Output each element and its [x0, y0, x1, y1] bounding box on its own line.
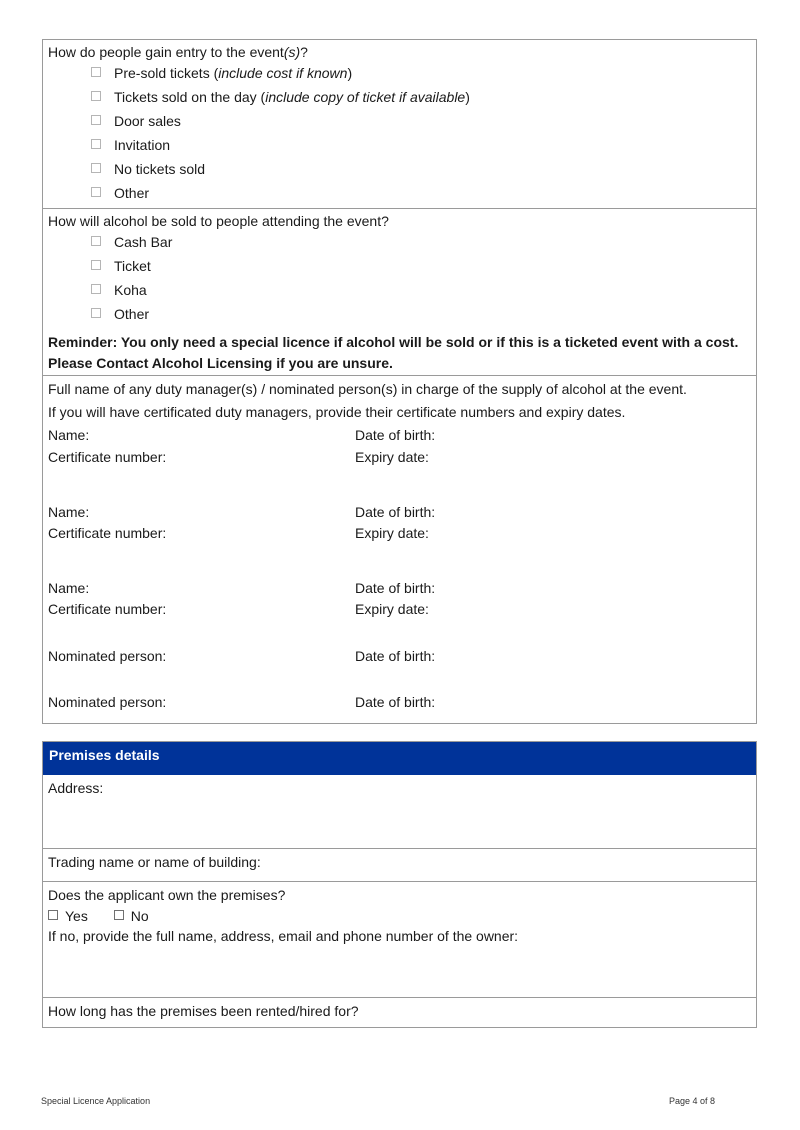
ownership-options	[48, 907, 149, 925]
manager-3-cert-label: Certificate number:	[48, 601, 167, 617]
footer-left: Special Licence Application	[41, 1096, 151, 1106]
checkbox-icon[interactable]	[91, 187, 101, 197]
checkbox-icon[interactable]	[91, 139, 101, 149]
checkbox-icon[interactable]	[91, 308, 101, 318]
manager-1-expiry-label: Expiry date:	[355, 449, 429, 465]
owner-details-prompt: If no, provide the full name, address, email and phone number of the owner:	[48, 928, 519, 944]
manager-2-name-label: Name:	[48, 504, 90, 520]
nominated-person-1-label: Nominated person:	[48, 648, 167, 664]
no-option[interactable]: No	[114, 908, 149, 924]
entry-section	[43, 40, 756, 208]
ownership-question: Does the applicant own the premises?	[48, 887, 286, 903]
alcohol-option-cash-bar[interactable]: Cash Bar	[91, 233, 172, 251]
rental-duration-section	[43, 997, 756, 1031]
checkbox-icon[interactable]	[114, 910, 124, 920]
checkbox-icon[interactable]	[91, 284, 101, 294]
alcohol-section	[43, 208, 756, 375]
managers-intro-1: Full name of any duty manager(s) / nominated person(s) in charge of the supply of alcohol at the event.	[48, 381, 687, 397]
event-details-box	[42, 39, 757, 724]
address-section	[43, 775, 756, 848]
nominated-person-2-label: Nominated person:	[48, 694, 167, 710]
trading-name-label: Trading name or name of building:	[48, 854, 261, 870]
reminder-line-2: Please Contact Alcohol Licensing if you are unsure.	[48, 355, 393, 371]
alcohol-option-koha[interactable]: Koha	[91, 281, 147, 299]
reminder-line-1: Reminder: You only need a special licence if alcohol will be sold or if this is a ticketed event with a cost.	[48, 334, 739, 350]
yes-option[interactable]: Yes	[48, 908, 88, 924]
manager-1-cert-label: Certificate number:	[48, 449, 167, 465]
alcohol-option-ticket[interactable]: Ticket	[91, 257, 151, 275]
trading-name-section	[43, 848, 756, 881]
alcohol-question: How will alcohol be sold to people attending the event?	[48, 213, 389, 229]
checkbox-icon[interactable]	[48, 910, 58, 920]
ownership-section	[43, 881, 756, 997]
rental-duration-question: How long has the premises been rented/hired for?	[48, 1003, 359, 1019]
manager-2-expiry-label: Expiry date:	[355, 525, 429, 541]
nominated-person-2-dob-label: Date of birth:	[355, 694, 436, 710]
manager-2-cert-label: Certificate number:	[48, 525, 167, 541]
checkbox-icon[interactable]	[91, 236, 101, 246]
footer-page-number: Page 4 of 8	[668, 1096, 715, 1106]
entry-question: How do people gain entry to the event(s)?	[48, 44, 308, 60]
entry-option-presold[interactable]: Pre-sold tickets (include cost if known)	[91, 64, 352, 82]
entry-option-door-sales[interactable]: Door sales	[91, 112, 181, 130]
manager-3-expiry-label: Expiry date:	[355, 601, 429, 617]
premises-header-title: Premises details	[49, 747, 160, 763]
manager-2-dob-label: Date of birth:	[355, 504, 436, 520]
managers-intro-2: If you will have certificated duty managers, provide their certificate numbers and expiry dates.	[48, 404, 626, 420]
manager-1-name-label: Name:	[48, 427, 90, 443]
checkbox-icon[interactable]	[91, 67, 101, 77]
alcohol-option-other[interactable]: Other	[91, 305, 149, 323]
checkbox-icon[interactable]	[91, 163, 101, 173]
manager-3-dob-label: Date of birth:	[355, 580, 436, 596]
checkbox-icon[interactable]	[91, 260, 101, 270]
address-label: Address:	[48, 780, 104, 796]
entry-option-no-tickets[interactable]: No tickets sold	[91, 160, 205, 178]
premises-header	[43, 742, 756, 775]
entry-option-on-the-day[interactable]: Tickets sold on the day (include copy of ticket if available)	[91, 88, 470, 106]
duty-managers-section	[43, 375, 756, 725]
manager-1-dob-label: Date of birth:	[355, 427, 436, 443]
premises-box	[42, 741, 757, 1028]
checkbox-icon[interactable]	[91, 115, 101, 125]
manager-3-name-label: Name:	[48, 580, 90, 596]
entry-option-invitation[interactable]: Invitation	[91, 136, 170, 154]
entry-option-other[interactable]: Other	[91, 184, 149, 202]
nominated-person-1-dob-label: Date of birth:	[355, 648, 436, 664]
checkbox-icon[interactable]	[91, 91, 101, 101]
